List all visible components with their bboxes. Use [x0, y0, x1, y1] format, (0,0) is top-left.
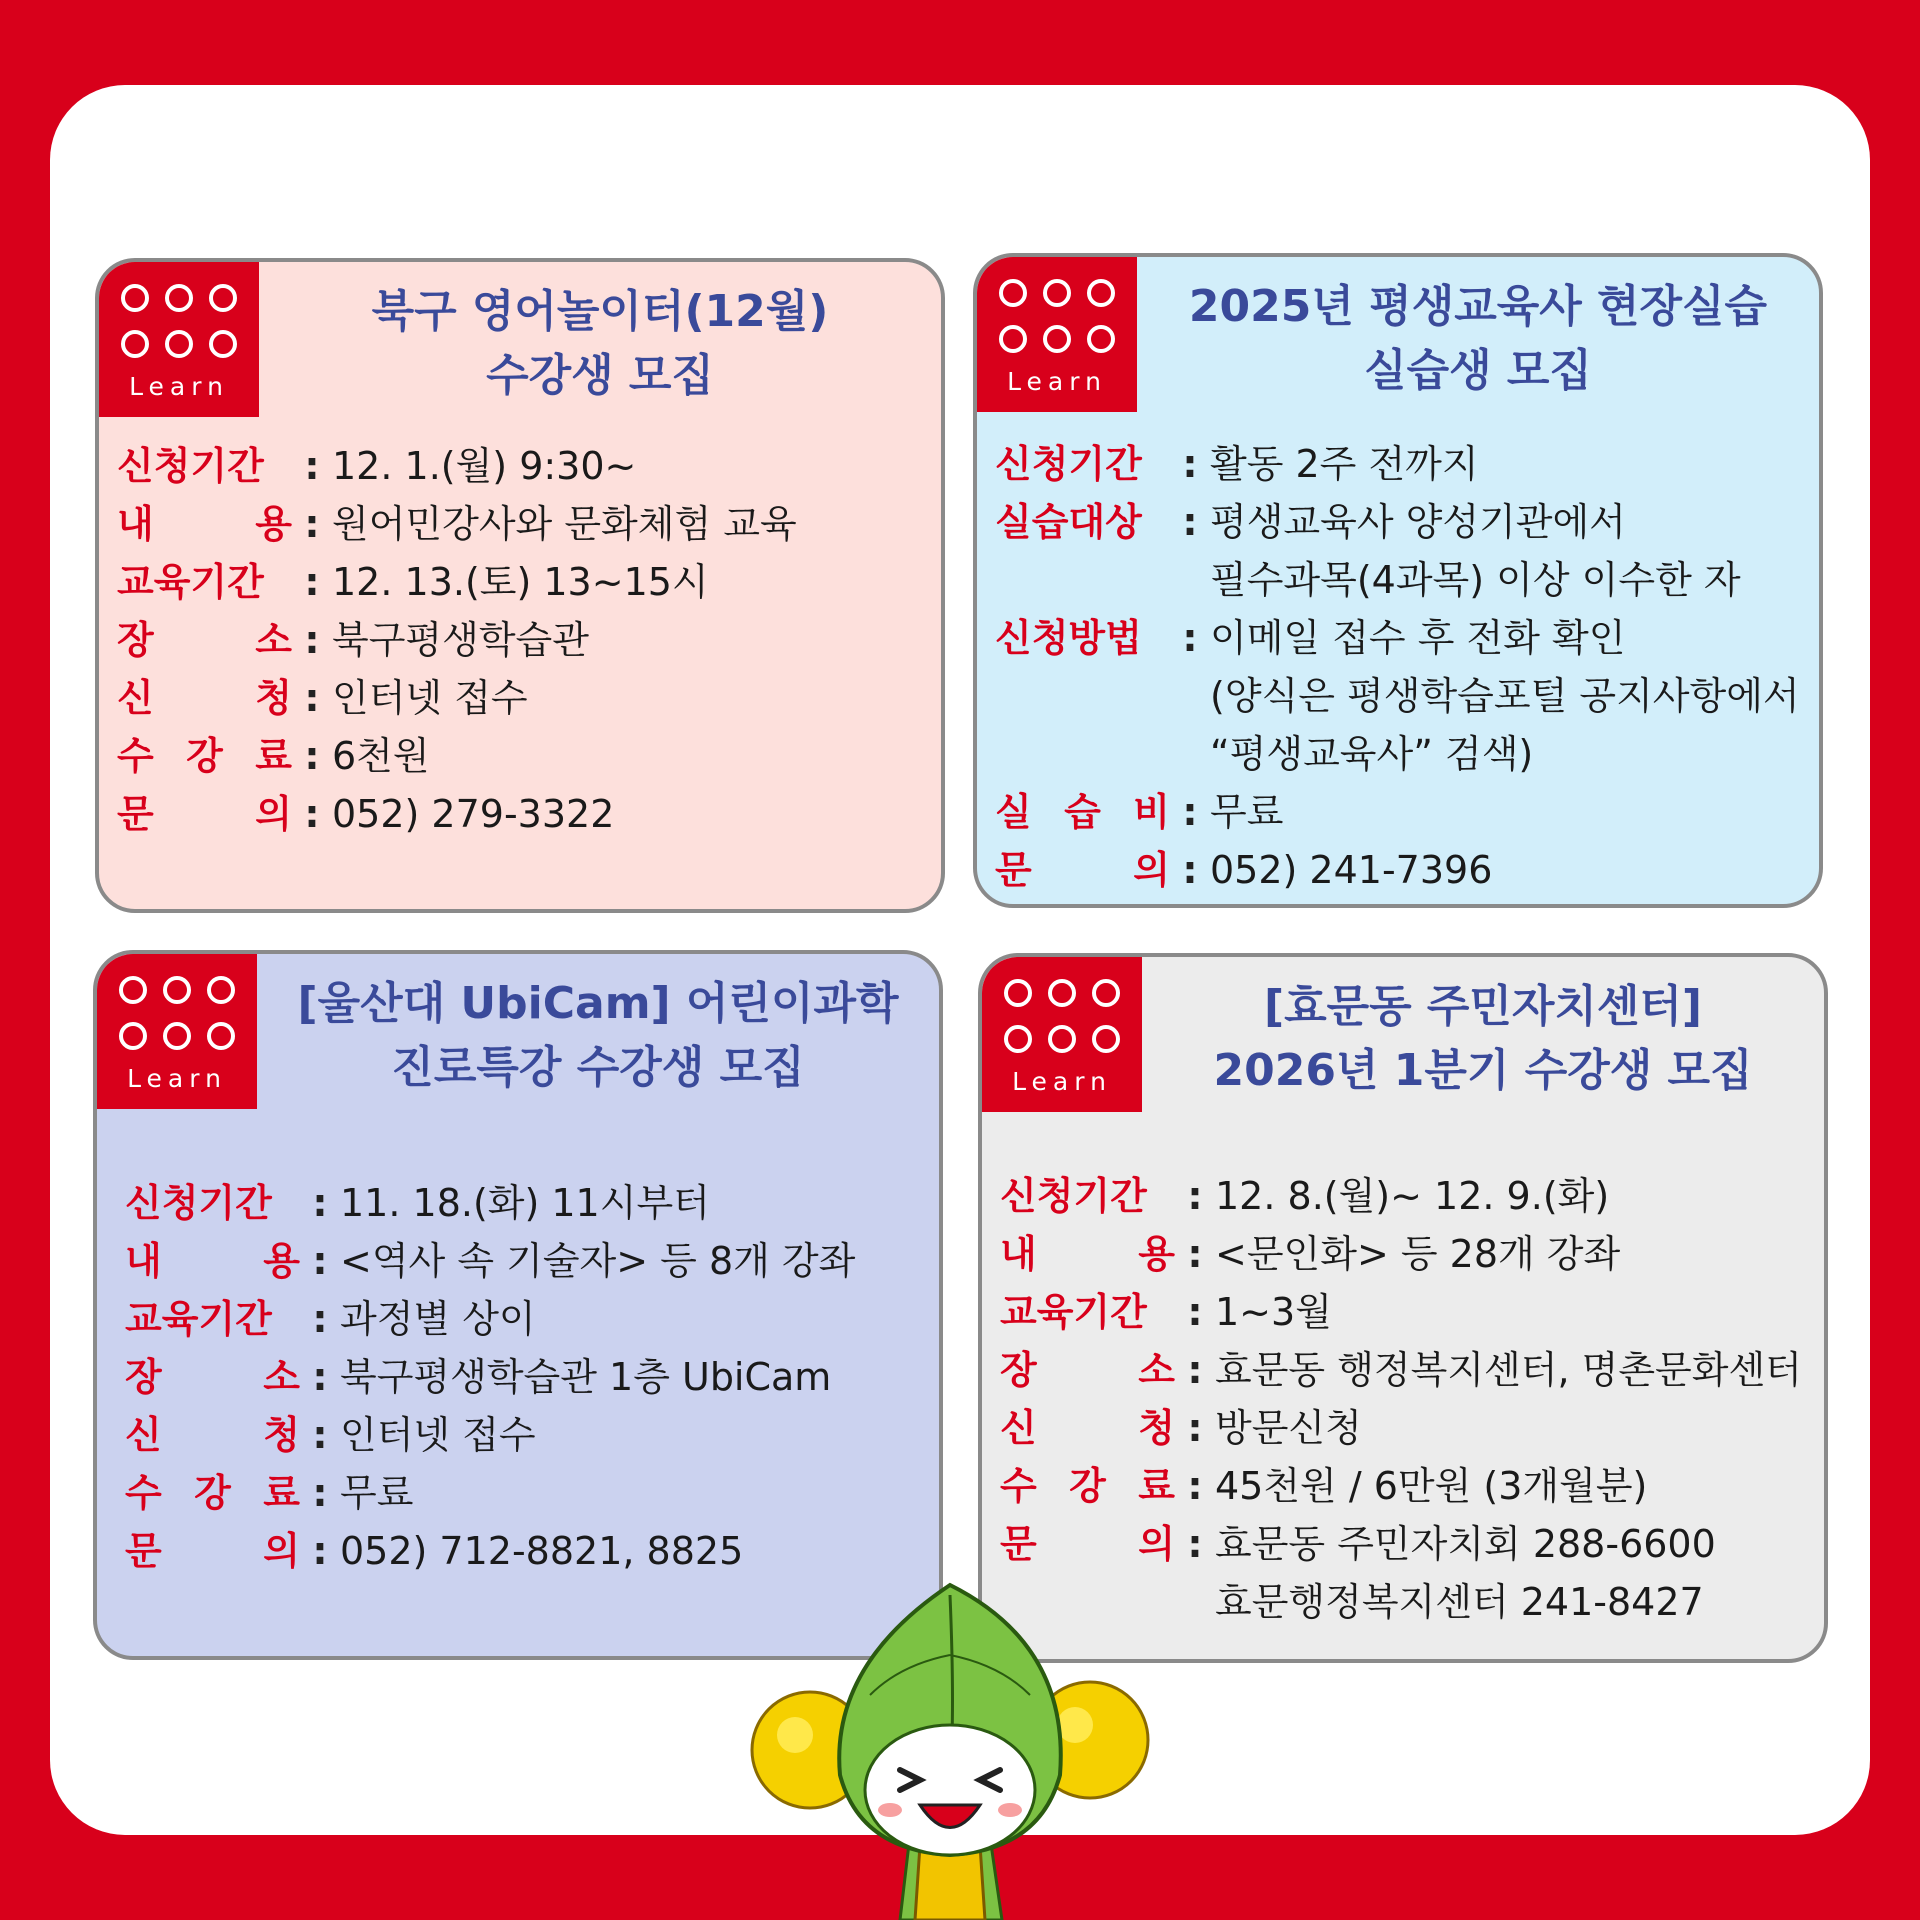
info-label-part: 수 [125, 1471, 162, 1515]
learn-logo [982, 957, 1142, 1112]
info-value-line: 052) 241-7396 [1210, 848, 1493, 892]
info-label-part: 습 [1064, 790, 1101, 834]
info-value [332, 611, 589, 669]
info-row [1000, 1283, 1802, 1341]
learn-logo [97, 954, 257, 1109]
info-value-line: 인터넷 접수 [340, 1413, 536, 1457]
info-label-part: 소 [263, 1355, 300, 1399]
info-label-part: 청 [1138, 1406, 1175, 1450]
info-label-part: 의 [263, 1529, 300, 1573]
logo-dot-icon [1048, 1025, 1076, 1053]
card-english-playground [95, 258, 945, 913]
info-label-part: 신청기간 [995, 442, 1142, 486]
info-label-part: 강 [186, 734, 223, 778]
card-title [1142, 975, 1824, 1103]
card-lifelong-educator-practicum [973, 253, 1823, 908]
info-value [1215, 1515, 1716, 1631]
logo-dot-icon [999, 279, 1027, 307]
info-value-line: 12. 1.(월) 9:30~ [332, 444, 637, 488]
info-value-line: (양식은 평생학습포털 공지사항에서 [1210, 674, 1800, 718]
info-label-part: 의 [1138, 1522, 1175, 1566]
info-label [117, 727, 292, 785]
info-value [340, 1348, 831, 1406]
info-row [125, 1232, 855, 1290]
info-label-part: 장 [125, 1355, 162, 1399]
info-value-line: 052) 712-8821, 8825 [340, 1529, 744, 1573]
info-row [1000, 1225, 1802, 1283]
info-colon: : [1187, 1290, 1203, 1334]
info-label [1000, 1515, 1175, 1573]
info-row [995, 435, 1800, 493]
logo-dot-icon [163, 1022, 191, 1050]
info-label [117, 553, 292, 611]
info-label-part: 신 [117, 676, 154, 720]
logo-text: Learn [129, 372, 229, 401]
info-label [125, 1348, 300, 1406]
info-colon: : [304, 560, 320, 604]
info-label-part: 의 [1133, 848, 1170, 892]
info-value [1215, 1283, 1332, 1341]
info-label-part: 내 [1000, 1232, 1037, 1276]
info-value [1215, 1399, 1362, 1457]
info-value [1215, 1167, 1609, 1225]
info-value-line: 과정별 상이 [340, 1297, 536, 1341]
info-label [1000, 1225, 1175, 1283]
info-value-line: 12. 13.(토) 13~15시 [332, 560, 709, 604]
logo-dot-icon [1004, 979, 1032, 1007]
info-label-part: 실습대상 [995, 500, 1142, 544]
info-row [995, 493, 1800, 609]
info-row [117, 495, 797, 553]
logo-dot-icon [119, 1022, 147, 1050]
card-title-line: 북구 영어놀이터(12월) [371, 286, 829, 337]
info-label-part: 용 [255, 502, 292, 546]
info-value [340, 1290, 536, 1348]
info-label-part: 소 [255, 618, 292, 662]
info-label-part: 강 [1069, 1464, 1106, 1508]
info-rows [995, 435, 1800, 899]
info-value [340, 1464, 413, 1522]
logo-text: Learn [1007, 367, 1107, 396]
logo-text: Learn [127, 1064, 227, 1093]
info-value [340, 1232, 855, 1290]
logo-dot-icon [165, 284, 193, 312]
info-label-part: 신청기간 [1000, 1174, 1147, 1218]
info-label-part: 문 [995, 848, 1032, 892]
info-colon: : [304, 444, 320, 488]
info-row [125, 1348, 855, 1406]
info-label [125, 1406, 300, 1464]
logo-dot-icon [121, 284, 149, 312]
info-value-line: 11. 18.(화) 11시부터 [340, 1181, 710, 1225]
card-title [259, 280, 941, 408]
info-row [117, 669, 797, 727]
info-label [1000, 1457, 1175, 1515]
info-row [1000, 1399, 1802, 1457]
info-row [125, 1406, 855, 1464]
logo-text: Learn [1012, 1067, 1112, 1096]
card-title-line: 2026년 1분기 수강생 모집 [1213, 1045, 1753, 1096]
info-label [1000, 1399, 1175, 1457]
info-label-part: 내 [125, 1239, 162, 1283]
info-value [1210, 493, 1741, 609]
learn-logo [99, 262, 259, 417]
info-value [332, 727, 430, 785]
info-value-line: 이메일 접수 후 전화 확인 [1210, 616, 1626, 660]
info-label [995, 435, 1170, 493]
info-label-part: 실 [995, 790, 1032, 834]
info-row [117, 437, 797, 495]
info-value-line: <역사 속 기술자> 등 8개 강좌 [340, 1239, 856, 1283]
info-label-part: 용 [1138, 1232, 1175, 1276]
info-value-line: 북구평생학습관 1층 UbiCam [340, 1355, 832, 1399]
info-colon: : [1182, 500, 1198, 544]
info-label [117, 785, 292, 843]
info-value [1215, 1457, 1647, 1515]
info-row [125, 1522, 855, 1580]
info-colon: : [312, 1355, 328, 1399]
info-label-part: 청 [263, 1413, 300, 1457]
info-colon: : [1187, 1522, 1203, 1566]
info-label [117, 669, 292, 727]
info-label [1000, 1167, 1175, 1225]
info-label-part: 신 [1000, 1406, 1037, 1450]
info-value [1210, 841, 1492, 899]
info-label-part: 료 [1138, 1464, 1175, 1508]
info-label [125, 1232, 300, 1290]
info-colon: : [304, 502, 320, 546]
logo-dot-icon [1092, 1025, 1120, 1053]
info-value-line: 북구평생학습관 [332, 618, 589, 662]
info-row [125, 1290, 855, 1348]
card-ubicam-science [93, 950, 943, 1660]
info-rows [1000, 1167, 1802, 1631]
info-label [995, 493, 1170, 551]
card-hyomun-community-center [978, 953, 1828, 1663]
logo-dot-icon [165, 330, 193, 358]
info-value [340, 1406, 536, 1464]
info-label-part: 장 [1000, 1348, 1037, 1392]
info-value-line: 1~3월 [1215, 1290, 1332, 1334]
info-label [1000, 1341, 1175, 1399]
info-row [117, 553, 797, 611]
info-value [1210, 435, 1479, 493]
info-label-part: 료 [263, 1471, 300, 1515]
logo-dot-icon [207, 1022, 235, 1050]
info-label-part: 신청기간 [117, 444, 264, 488]
info-colon: : [312, 1471, 328, 1515]
info-row [1000, 1457, 1802, 1515]
card-title [257, 972, 939, 1100]
info-row [1000, 1341, 1802, 1399]
info-colon: : [312, 1239, 328, 1283]
info-label-part: 수 [1000, 1464, 1037, 1508]
info-colon: : [312, 1413, 328, 1457]
info-value-line: “평생교육사” 검색) [1210, 732, 1534, 776]
info-value-line: <문인화> 등 28개 강좌 [1215, 1232, 1621, 1276]
info-colon: : [312, 1297, 328, 1341]
info-label-part: 장 [117, 618, 154, 662]
logo-dot-icon [1087, 325, 1115, 353]
info-label-part: 수 [117, 734, 154, 778]
info-row [117, 785, 797, 843]
info-row [1000, 1167, 1802, 1225]
info-label [125, 1522, 300, 1580]
card-title-line: [효문동 주민자치센터] [1263, 981, 1703, 1032]
info-value [340, 1174, 710, 1232]
info-value-line: 효문동 행정복지센터, 명촌문화센터 [1215, 1348, 1802, 1392]
card-title-line: 실습생 모집 [1364, 345, 1592, 396]
logo-dot-icon [121, 330, 149, 358]
logo-dot-icon [1043, 279, 1071, 307]
info-row [125, 1174, 855, 1232]
info-label-part: 문 [1000, 1522, 1037, 1566]
logo-dot-icon [163, 976, 191, 1004]
logo-dot-icon [1043, 325, 1071, 353]
info-label-part: 교육기간 [117, 560, 264, 604]
info-colon: : [304, 676, 320, 720]
info-label-part: 교육기간 [125, 1297, 272, 1341]
info-value-line: 052) 279-3322 [332, 792, 615, 836]
info-rows [117, 437, 797, 843]
info-label [125, 1464, 300, 1522]
info-label-part: 교육기간 [1000, 1290, 1147, 1334]
info-label [125, 1174, 300, 1232]
info-label [995, 609, 1170, 667]
info-label [117, 495, 292, 553]
info-label-part: 신청기간 [125, 1181, 272, 1225]
info-label [995, 783, 1170, 841]
logo-dot-icon [999, 325, 1027, 353]
info-label-part: 의 [255, 792, 292, 836]
info-label-part: 청 [255, 676, 292, 720]
info-colon: : [1182, 616, 1198, 660]
info-colon: : [1187, 1232, 1203, 1276]
info-value [332, 553, 709, 611]
info-colon: : [304, 792, 320, 836]
info-row [995, 841, 1800, 899]
info-label-part: 비 [1133, 790, 1170, 834]
info-value-line: 무료 [1210, 790, 1284, 834]
card-title [1137, 275, 1819, 403]
logo-dot-icon [1087, 279, 1115, 307]
info-row [125, 1464, 855, 1522]
leaf-mascot-icon [740, 1575, 1160, 1920]
logo-dot-icon [209, 330, 237, 358]
info-label [1000, 1283, 1175, 1341]
info-value [1210, 609, 1800, 783]
info-value-line: 45천원 / 6만원 (3개월분) [1215, 1464, 1648, 1508]
info-colon: : [312, 1181, 328, 1225]
card-title-line: [울산대 UbiCam] 어린이과학 [297, 978, 899, 1029]
info-value [332, 785, 614, 843]
info-value [332, 437, 636, 495]
info-label [995, 841, 1170, 899]
logo-dot-icon [1048, 979, 1076, 1007]
info-value-line: 12. 8.(월)~ 12. 9.(화) [1215, 1174, 1610, 1218]
info-value-line: 인터넷 접수 [332, 676, 528, 720]
card-title-line: 진로특강 수강생 모집 [391, 1042, 805, 1093]
info-colon: : [1187, 1348, 1203, 1392]
info-label [117, 437, 292, 495]
card-title-line: 수강생 모집 [486, 350, 714, 401]
info-value-line: 원어민강사와 문화체험 교육 [332, 502, 797, 546]
info-value [340, 1522, 743, 1580]
info-colon: : [1182, 790, 1198, 834]
info-row [995, 783, 1800, 841]
info-label [125, 1290, 300, 1348]
logo-dot-icon [1004, 1025, 1032, 1053]
info-value-line: 필수과목(4과목) 이상 이수한 자 [1210, 558, 1741, 602]
info-colon: : [1182, 848, 1198, 892]
logo-dot-icon [1092, 979, 1120, 1007]
info-colon: : [304, 734, 320, 778]
logo-dot-icon [209, 284, 237, 312]
info-value [332, 495, 797, 553]
info-value-line: 활동 2주 전까지 [1210, 442, 1479, 486]
info-value [1215, 1341, 1802, 1399]
info-label-part: 강 [194, 1471, 231, 1515]
info-value-line: 방문신청 [1215, 1406, 1362, 1450]
info-value-line: 효문행정복지센터 241-8427 [1215, 1580, 1704, 1624]
info-value [1215, 1225, 1620, 1283]
info-label-part: 문 [117, 792, 154, 836]
info-label [117, 611, 292, 669]
info-value-line: 효문동 주민자치회 288-6600 [1215, 1522, 1716, 1566]
logo-dot-icon [207, 976, 235, 1004]
info-label-part: 용 [263, 1239, 300, 1283]
logo-dot-icon [119, 976, 147, 1004]
info-row [117, 727, 797, 785]
info-label-part: 신청방법 [995, 616, 1142, 660]
info-value-line: 무료 [340, 1471, 414, 1515]
info-colon: : [1182, 442, 1198, 486]
info-value-line: 평생교육사 양성기관에서 [1210, 500, 1626, 544]
card-title-line: 2025년 평생교육사 현장실습 [1188, 281, 1768, 332]
info-row [995, 609, 1800, 783]
info-value [332, 669, 528, 727]
info-colon: : [1187, 1464, 1203, 1508]
info-value-line: 6천원 [332, 734, 430, 778]
info-label-part: 소 [1138, 1348, 1175, 1392]
info-value [1210, 783, 1283, 841]
info-label-part: 문 [125, 1529, 162, 1573]
info-colon: : [1187, 1174, 1203, 1218]
info-label-part: 신 [125, 1413, 162, 1457]
info-label-part: 료 [255, 734, 292, 778]
info-label-part: 내 [117, 502, 154, 546]
info-rows [125, 1174, 855, 1580]
info-colon: : [304, 618, 320, 662]
info-colon: : [312, 1529, 328, 1573]
info-colon: : [1187, 1406, 1203, 1450]
info-row [117, 611, 797, 669]
learn-logo [977, 257, 1137, 412]
